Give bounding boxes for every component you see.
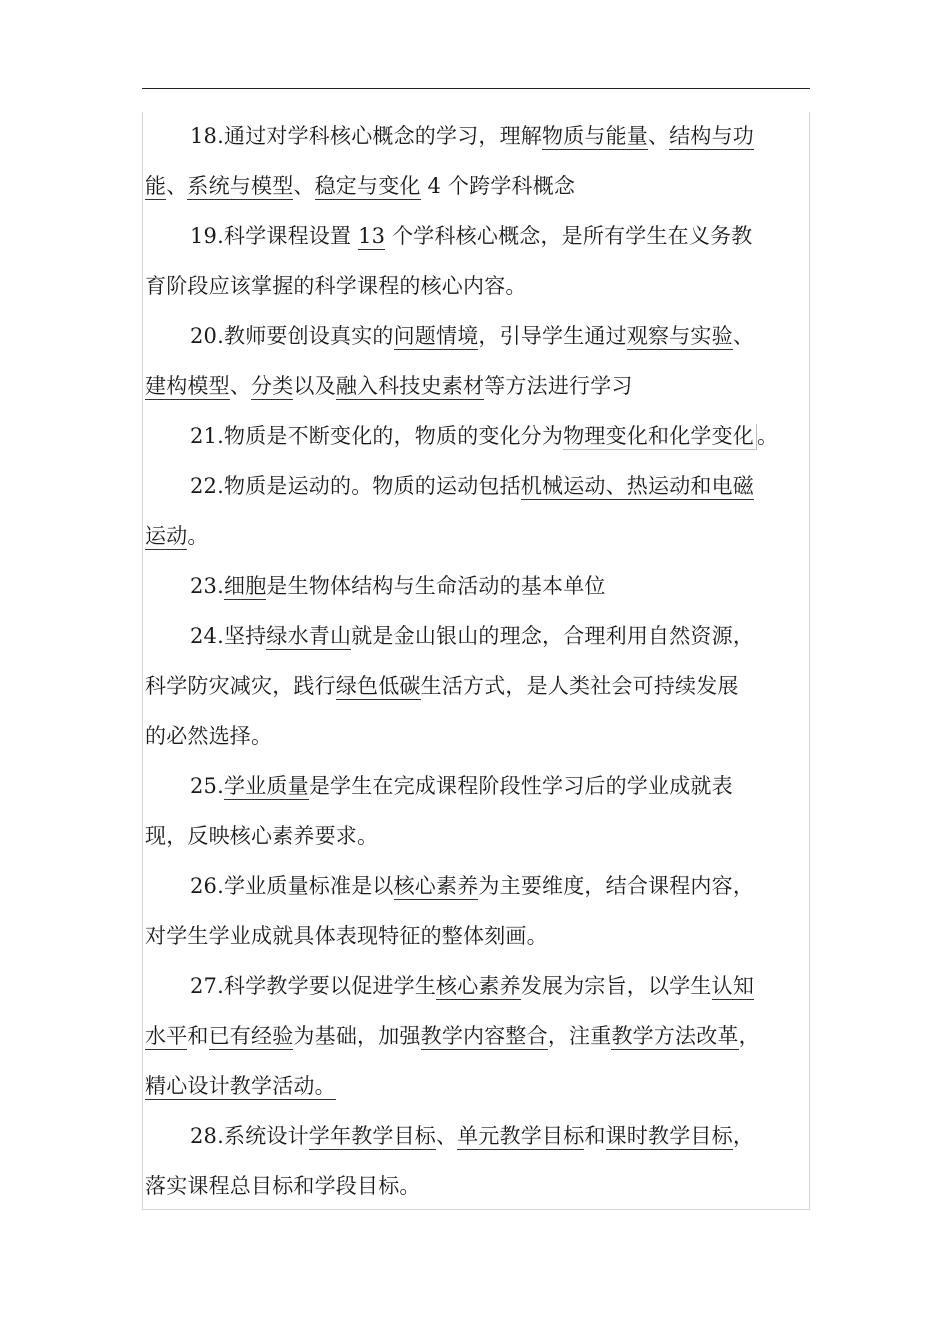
text-run: 科学防灾减灾，践行 [145, 674, 336, 698]
paragraph-3-line-1 [190, 316, 754, 356]
paragraph-2-line-1 [190, 216, 752, 256]
text-run: 4 个跨学科概念 [420, 174, 576, 198]
paragraph-7-line-1 [190, 616, 754, 656]
underlined-term: 融入科技史素材 [335, 374, 485, 398]
underlined-term: 物质与能量 [542, 124, 648, 148]
text-run: 28.系统设计 [190, 1124, 309, 1148]
underlined-term: 运动 [145, 524, 188, 548]
paragraph-9-line-1 [190, 866, 754, 906]
paragraph-8-line-1 [190, 766, 733, 806]
paragraph-1-line-1 [190, 116, 754, 156]
text-run: 育阶段应该掌握的科学课程的核心内容。 [145, 274, 527, 298]
text-run: ，引导学生通过 [478, 324, 627, 348]
underlined-term: 观察与实验 [626, 324, 733, 348]
text-run: 对学生学业成就具体表现特征的整体刻画。 [145, 924, 548, 948]
text-run: 18.通过对学科核心概念的学习，理解 [190, 124, 542, 148]
paragraph-10-line-2 [145, 1016, 760, 1056]
text-run: 是学生在完成课程阶段性学习后的学业成就表 [308, 774, 733, 798]
text-run: ， [732, 1124, 755, 1148]
underlined-term: 分类 [251, 374, 294, 398]
underlined-term: 机械运动、热运动和电磁 [520, 474, 754, 498]
text-run: 20.教师要创设真实的 [190, 324, 394, 348]
paragraph-7-line-3 [145, 716, 272, 756]
underlined-term: 建构模型 [145, 374, 230, 398]
text-run: 、 [648, 124, 670, 148]
underlined-term: 能 [145, 174, 167, 198]
paragraph-10-line-1 [190, 966, 754, 1006]
paragraph-4-line-1 [190, 416, 778, 456]
text-run: 为基础，加强 [293, 1024, 421, 1048]
underlined-term: 细胞 [224, 574, 267, 598]
text-run: 就是金山银山的理念，合理利用自然资源， [351, 624, 755, 648]
underlined-term: 核心素养 [436, 974, 521, 998]
underlined-term: 教学内容整合 [420, 1024, 548, 1048]
text-run: 、 [166, 174, 188, 198]
text-run: 的必然选择。 [145, 724, 273, 748]
paragraph-2-line-2 [145, 266, 527, 306]
paragraph-5-line-1 [190, 466, 754, 506]
text-run: 、 [229, 374, 252, 398]
paragraph-6-line-1 [190, 566, 606, 606]
underlined-term: 精心设计教学活动。 [145, 1074, 336, 1098]
underlined-term: 核心素养 [393, 874, 479, 898]
underlined-term: 结构与功 [669, 124, 755, 148]
paragraph-8-line-2 [145, 816, 378, 856]
underlined-term: 绿色低碳 [335, 674, 421, 698]
text-run: 21.物质是不断变化的，物质的变化分为 [190, 424, 564, 448]
paragraph-11-line-1 [190, 1116, 754, 1156]
underlined-term: 认知 [711, 974, 755, 998]
text-run: 个学科核心概念，是所有学生在义务教 [385, 224, 753, 248]
underlined-term: 绿水青山 [266, 624, 352, 648]
text-run: 22.物质是运动的。物质的运动包括 [190, 474, 521, 498]
underlined-term: 系统与模型 [187, 174, 294, 198]
underlined-term: 13 [358, 224, 386, 248]
text-run: 26.学业质量标准是以 [190, 874, 394, 898]
text-run: 23. [190, 574, 224, 598]
paragraph-9-line-2 [145, 916, 548, 956]
paragraph-1-line-2 [145, 166, 575, 206]
text-run: 和 [584, 1124, 606, 1148]
underlined-term: 物理变化和化学变化 [563, 424, 757, 450]
text-run: 等方法进行学习 [484, 374, 633, 398]
paragraph-10-line-3 [145, 1066, 336, 1106]
text-run: 以及 [293, 374, 336, 398]
paragraph-5-line-2 [145, 516, 209, 556]
underlined-term: 单元教学目标 [457, 1124, 585, 1148]
paragraph-11-line-2 [145, 1166, 421, 1206]
text-run: 。 [187, 524, 209, 548]
underlined-term: 学年教学目标 [308, 1124, 436, 1148]
text-run: 是生物体结构与生命活动的基本单位 [266, 574, 606, 598]
text-run: ， [738, 1024, 760, 1048]
text-run: 。 [757, 424, 779, 448]
underlined-term: 学业质量 [224, 774, 309, 798]
text-run: 19.科学课程设置 [190, 224, 359, 248]
text-run: 24.坚持 [190, 624, 267, 648]
underlined-term: 教学方法改革 [611, 1024, 739, 1048]
text-run: ，注重 [547, 1024, 612, 1048]
header-rule [142, 88, 810, 89]
text-run: 现，反映核心素养要求。 [145, 824, 379, 848]
text-run: 落实课程总目标和学段目标。 [145, 1174, 421, 1198]
text-run: 、 [732, 324, 755, 348]
text-run: 25. [190, 774, 224, 798]
underlined-term: 问题情境 [393, 324, 479, 348]
text-run: 、 [293, 174, 315, 198]
paragraph-7-line-2 [145, 666, 739, 706]
text-run: 和 [187, 1024, 209, 1048]
text-run: 、 [436, 1124, 458, 1148]
text-run: 生活方式，是人类社会可持续发展 [420, 674, 739, 698]
underlined-term: 已有经验 [208, 1024, 294, 1048]
text-run: 为主要维度，结合课程内容， [478, 874, 755, 898]
text-run: 27.科学教学要以促进学生 [190, 974, 436, 998]
paragraph-3-line-2 [145, 366, 633, 406]
underlined-term: 水平 [145, 1024, 188, 1048]
text-run: 发展为宗旨，以学生 [520, 974, 712, 998]
underlined-term: 课时教学目标 [605, 1124, 733, 1148]
underlined-term: 稳定与变化 [314, 174, 421, 198]
